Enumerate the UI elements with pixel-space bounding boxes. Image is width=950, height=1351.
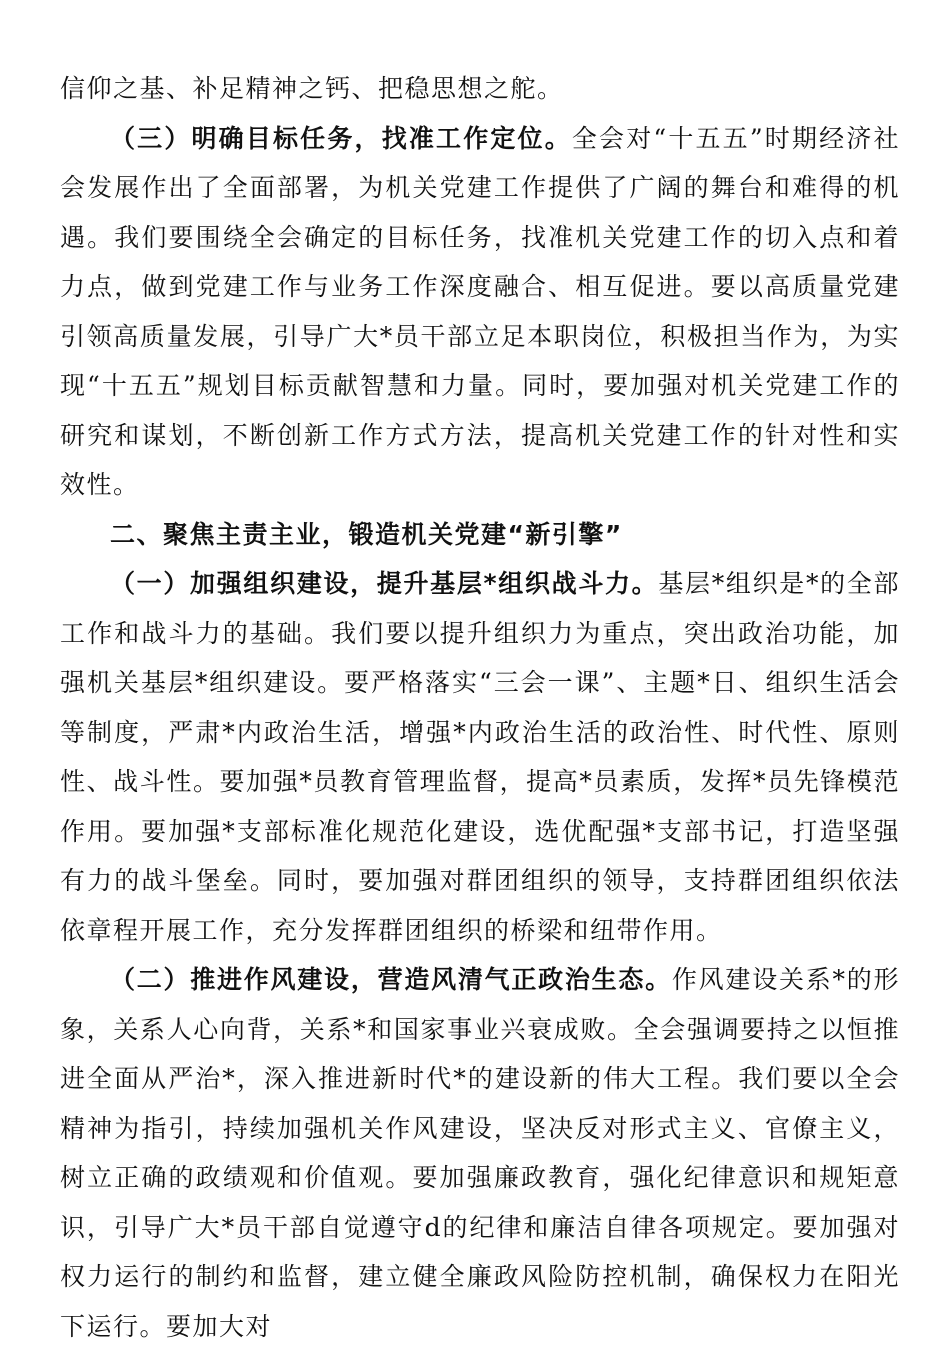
- paragraph-lead: （二）推进作风建设，营造风清气正政治生态。: [110, 965, 672, 994]
- paragraph-text: 全会对“十五五”时期经济社会发展作出了全面部署，为机关党建工作提供了广阔的舞台和难得的机遇。我们要围绕全会确定的目标任务，找准机关党建工作的切入点和着力点，做到党建工作与业务工作深度融合、相互促进。要以高质量党建引领高质量发展，引导广大*员干部立足本职岗位，积极担当作为，为实现“十五五”规划目标贡献智慧和力量。同时，要加强对机关党建工作的研究和谋划，不断创新工作方式方法，提高机关党建工作的针对性和实效性。: [60, 123, 900, 499]
- paragraph-lead: （三）明确目标任务，找准工作定位。: [110, 123, 572, 153]
- document-page: [60, 64, 900, 1351]
- paragraph-subsection-2: [60, 955, 900, 1351]
- paragraph-continuation: [60, 64, 900, 114]
- paragraph-text: 信仰之基、补足精神之钙、把稳思想之舵。: [60, 74, 564, 103]
- paragraph-subsection-1: [60, 559, 900, 955]
- section-heading: [60, 510, 900, 560]
- paragraph-section-3: [60, 114, 900, 510]
- paragraph-lead: （一）加强组织建设，提升基层*组织战斗力。: [110, 569, 659, 598]
- heading-text: 二、聚焦主责主业，锻造机关党建“新引擎”: [110, 519, 623, 549]
- paragraph-text: 基层*组织是*的全部工作和战斗力的基础。我们要以提升组织力为重点，突出政治功能，加强机关基层*组织建设。要严格落实“三会一课”、主题*日、组织生活会等制度，严肃*内政治生活，增强*内政治生活的政治性、时代性、原则性、战斗性。要加强*员教育管理监督，提高*员素质，发挥*员先锋模范作用。要加强*支部标准化规范化建设，选优配强*支部书记，打造坚强有力的战斗堡垒。同时，要加强对群团组织的领导，支持群团组织依法依章程开展工作，充分发挥群团组织的桥梁和纽带作用。: [60, 569, 900, 945]
- paragraph-text: 作风建设关系*的形象，关系人心向背，关系*和国家事业兴衰成败。全会强调要持之以恒推进全面从严治*，深入推进新时代*的建设新的伟大工程。我们要以全会精神为指引，持续加强机关作风建设，坚决反对形式主义、官僚主义，树立正确的政绩观和价值观。要加强廉政教育，强化纪律意识和规矩意识，引导广大*员干部自觉遵守d的纪律和廉洁自律各项规定。要加强对权力运行的制约和监督，建立健全廉政风险防控机制，确保权力在阳光下运行。要加大对: [60, 965, 900, 1341]
